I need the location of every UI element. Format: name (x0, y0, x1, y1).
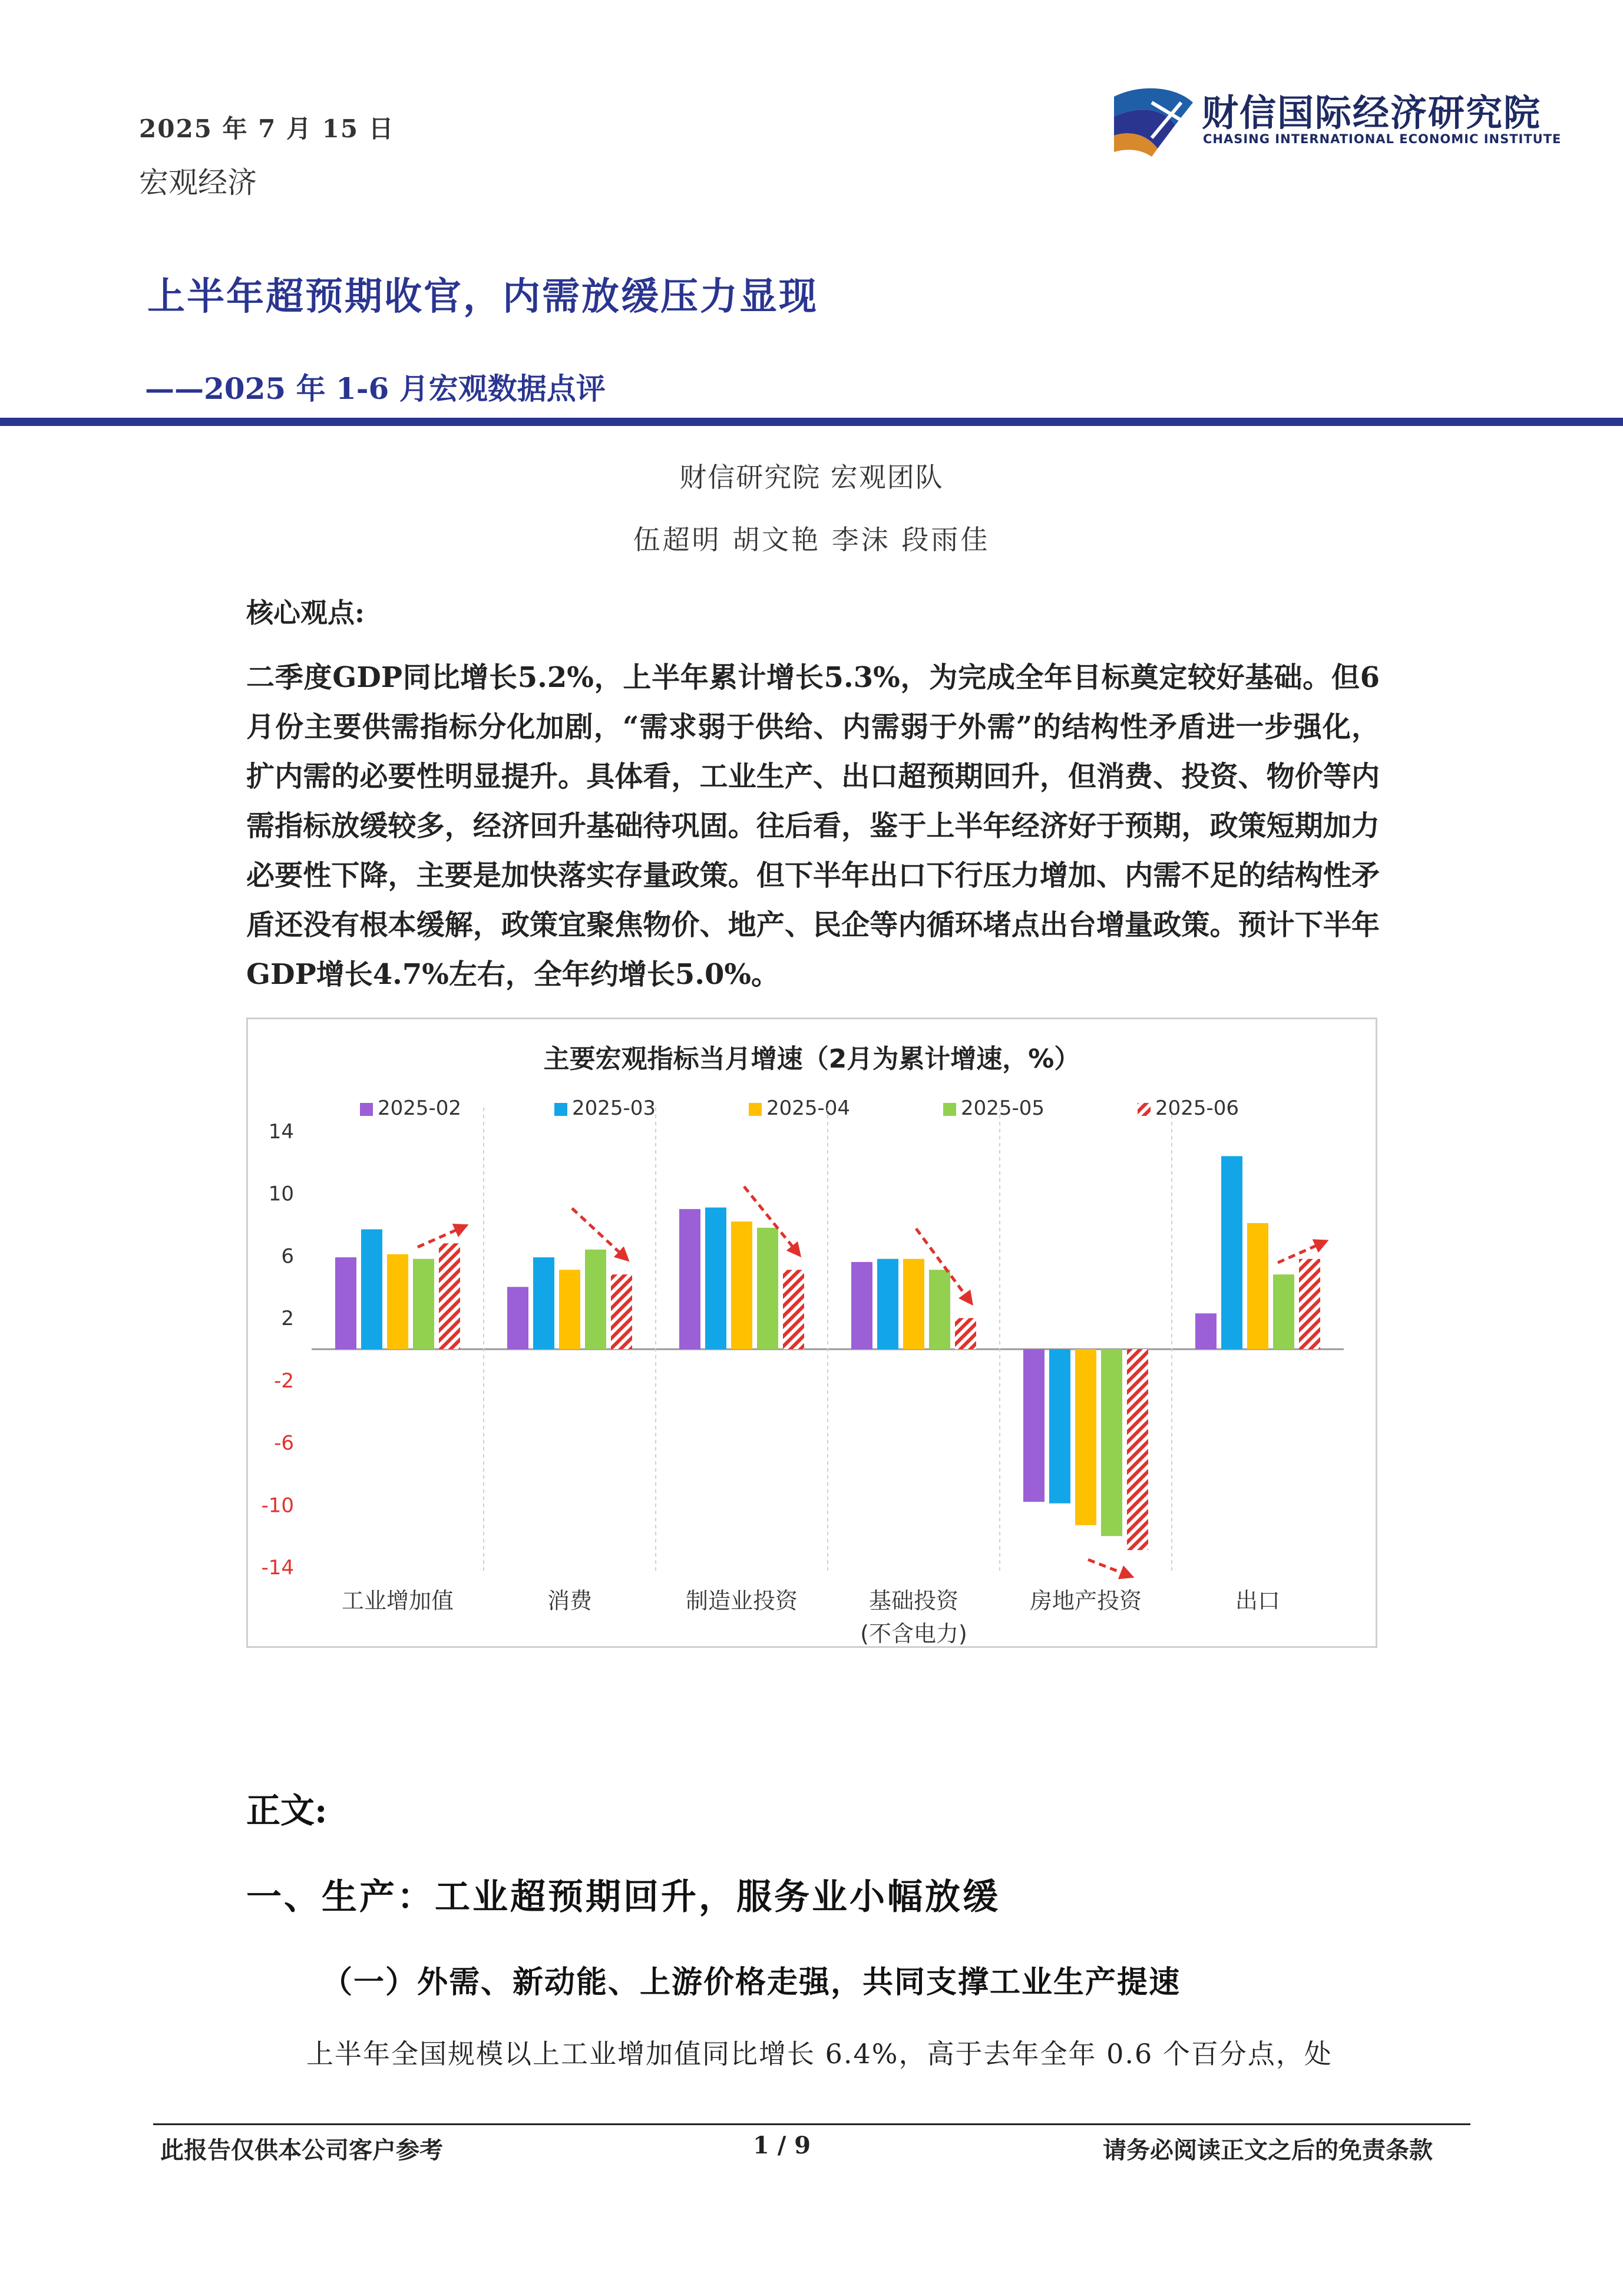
legend-label: 2025-04 (766, 1096, 851, 1120)
bar (731, 1221, 752, 1349)
legend-swatch (749, 1103, 762, 1116)
category-label: 制造业投资 (685, 1588, 798, 1614)
bar (1023, 1349, 1044, 1502)
subsection-heading-1-1: （一）外需、新动能、上游价格走强，共同支撑工业生产提速 (322, 1964, 1181, 2000)
research-team: 财信研究院 宏观团队 (679, 461, 944, 493)
bar (533, 1257, 554, 1349)
chart-title: 主要宏观指标当月增速（2月为累计增速，%） (543, 1044, 1080, 1074)
bar (929, 1270, 950, 1349)
legend-label: 2025-06 (1155, 1096, 1239, 1120)
legend-label: 2025-02 (378, 1096, 462, 1120)
bar (705, 1208, 726, 1350)
trend-arrow (1088, 1560, 1132, 1577)
body-paragraph: 上半年全国规模以上工业增加值同比增长 6.4%，高于去年全年 0.6 个百分点，处 (306, 2038, 1333, 2070)
bar (1049, 1349, 1070, 1504)
y-tick-label: -2 (274, 1369, 294, 1393)
bar (877, 1259, 898, 1349)
legend-label: 2025-03 (572, 1096, 656, 1120)
legend-swatch (360, 1103, 373, 1116)
macro-indicator-chart (246, 1017, 1377, 1648)
bar (679, 1209, 700, 1349)
footer-disclaimer-left: 此报告仅供本公司客户参考 (160, 2136, 443, 2164)
y-tick-label: 14 (268, 1120, 294, 1144)
body-label: 正文: (246, 1790, 328, 1831)
footer-disclaimer-right: 请务必阅读正文之后的免责条款 (1103, 2136, 1433, 2164)
category-label: 工业增加值 (341, 1588, 454, 1614)
bar (757, 1228, 778, 1349)
legend-label: 2025-05 (961, 1096, 1045, 1120)
bar (903, 1259, 924, 1349)
bar (361, 1230, 382, 1350)
bar (1299, 1259, 1320, 1349)
bar (1195, 1313, 1217, 1349)
bar (1127, 1349, 1148, 1550)
report-subtitle: ——2025 年 1-6 月宏观数据点评 (145, 371, 606, 406)
core-view-label: 核心观点: (246, 597, 365, 629)
bar (585, 1250, 606, 1349)
bar (413, 1259, 434, 1349)
category-label: 出口 (1235, 1588, 1281, 1614)
section-heading-1: 一、生产：工业超预期回升，服务业小幅放缓 (246, 1877, 1000, 1918)
y-tick-label: 10 (268, 1182, 294, 1206)
legend-swatch (943, 1103, 956, 1116)
logo-text-en: CHASING INTERNATIONAL ECONOMIC INSTITUTE (1203, 132, 1562, 146)
core-view-text: 二季度GDP同比增长5.2%，上半年累计增长5.3%，为完成全年目标奠定较好基础。但6月份主要供需指标分化加剧，“需求弱于供给、内需弱于外需”的结构性矛盾进一步强化，扩内需的必要性明显提升。具体看，工业生产、出口超预期回升，但消费、投资、物价等内需指标放缓较多，经济回升基础待巩固。往后看，鉴于上半年经济好于预期，政策短期加力必要性下降，主要是加快落实存量政策。但下半年出口下行压力增加、内需不足的结构性矛盾还没有根本缓解，政策宜聚焦物价、地产、民企等内循环堵点出台增量政策。预计下半年GDP增长4.7%左右，全年约增长5.0%。 (246, 661, 1380, 991)
category-label: 基础投资 (868, 1588, 959, 1614)
chart-canvas (248, 1019, 1376, 1646)
logo-text-cn: 财信国际经济研究院 (1202, 91, 1542, 134)
bar (611, 1274, 632, 1349)
bar (783, 1270, 804, 1349)
authors: 伍超明 胡文艳 李沫 段雨佳 (633, 524, 990, 556)
bar (335, 1257, 356, 1349)
bar (1247, 1223, 1268, 1349)
page-number: 1 / 9 (753, 2132, 811, 2159)
y-tick-label: 2 (281, 1307, 294, 1331)
legend-swatch (554, 1103, 567, 1116)
bar (439, 1243, 460, 1349)
footer-divider (153, 2123, 1470, 2125)
category-label: (不含电力) (860, 1621, 967, 1646)
report-title: 上半年超预期收官，内需放缓压力显现 (147, 275, 818, 319)
bar (851, 1262, 872, 1349)
report-date: 2025 年 7 月 15 日 (139, 114, 395, 143)
y-tick-label: -6 (274, 1431, 294, 1455)
bar (955, 1318, 976, 1349)
bar (387, 1254, 408, 1349)
bar (1273, 1274, 1294, 1349)
bar (1101, 1349, 1122, 1536)
bar (1075, 1349, 1096, 1525)
legend-swatch (1138, 1103, 1151, 1116)
y-tick-label: -10 (261, 1494, 294, 1518)
bar (1221, 1156, 1242, 1349)
title-divider (0, 418, 1623, 426)
y-tick-label: 6 (281, 1244, 294, 1268)
bar (507, 1287, 528, 1349)
report-category: 宏观经济 (139, 166, 257, 200)
bar (559, 1270, 580, 1349)
category-label: 房地产投资 (1029, 1588, 1142, 1614)
category-label: 消费 (547, 1588, 593, 1614)
y-tick-label: -14 (261, 1556, 294, 1580)
